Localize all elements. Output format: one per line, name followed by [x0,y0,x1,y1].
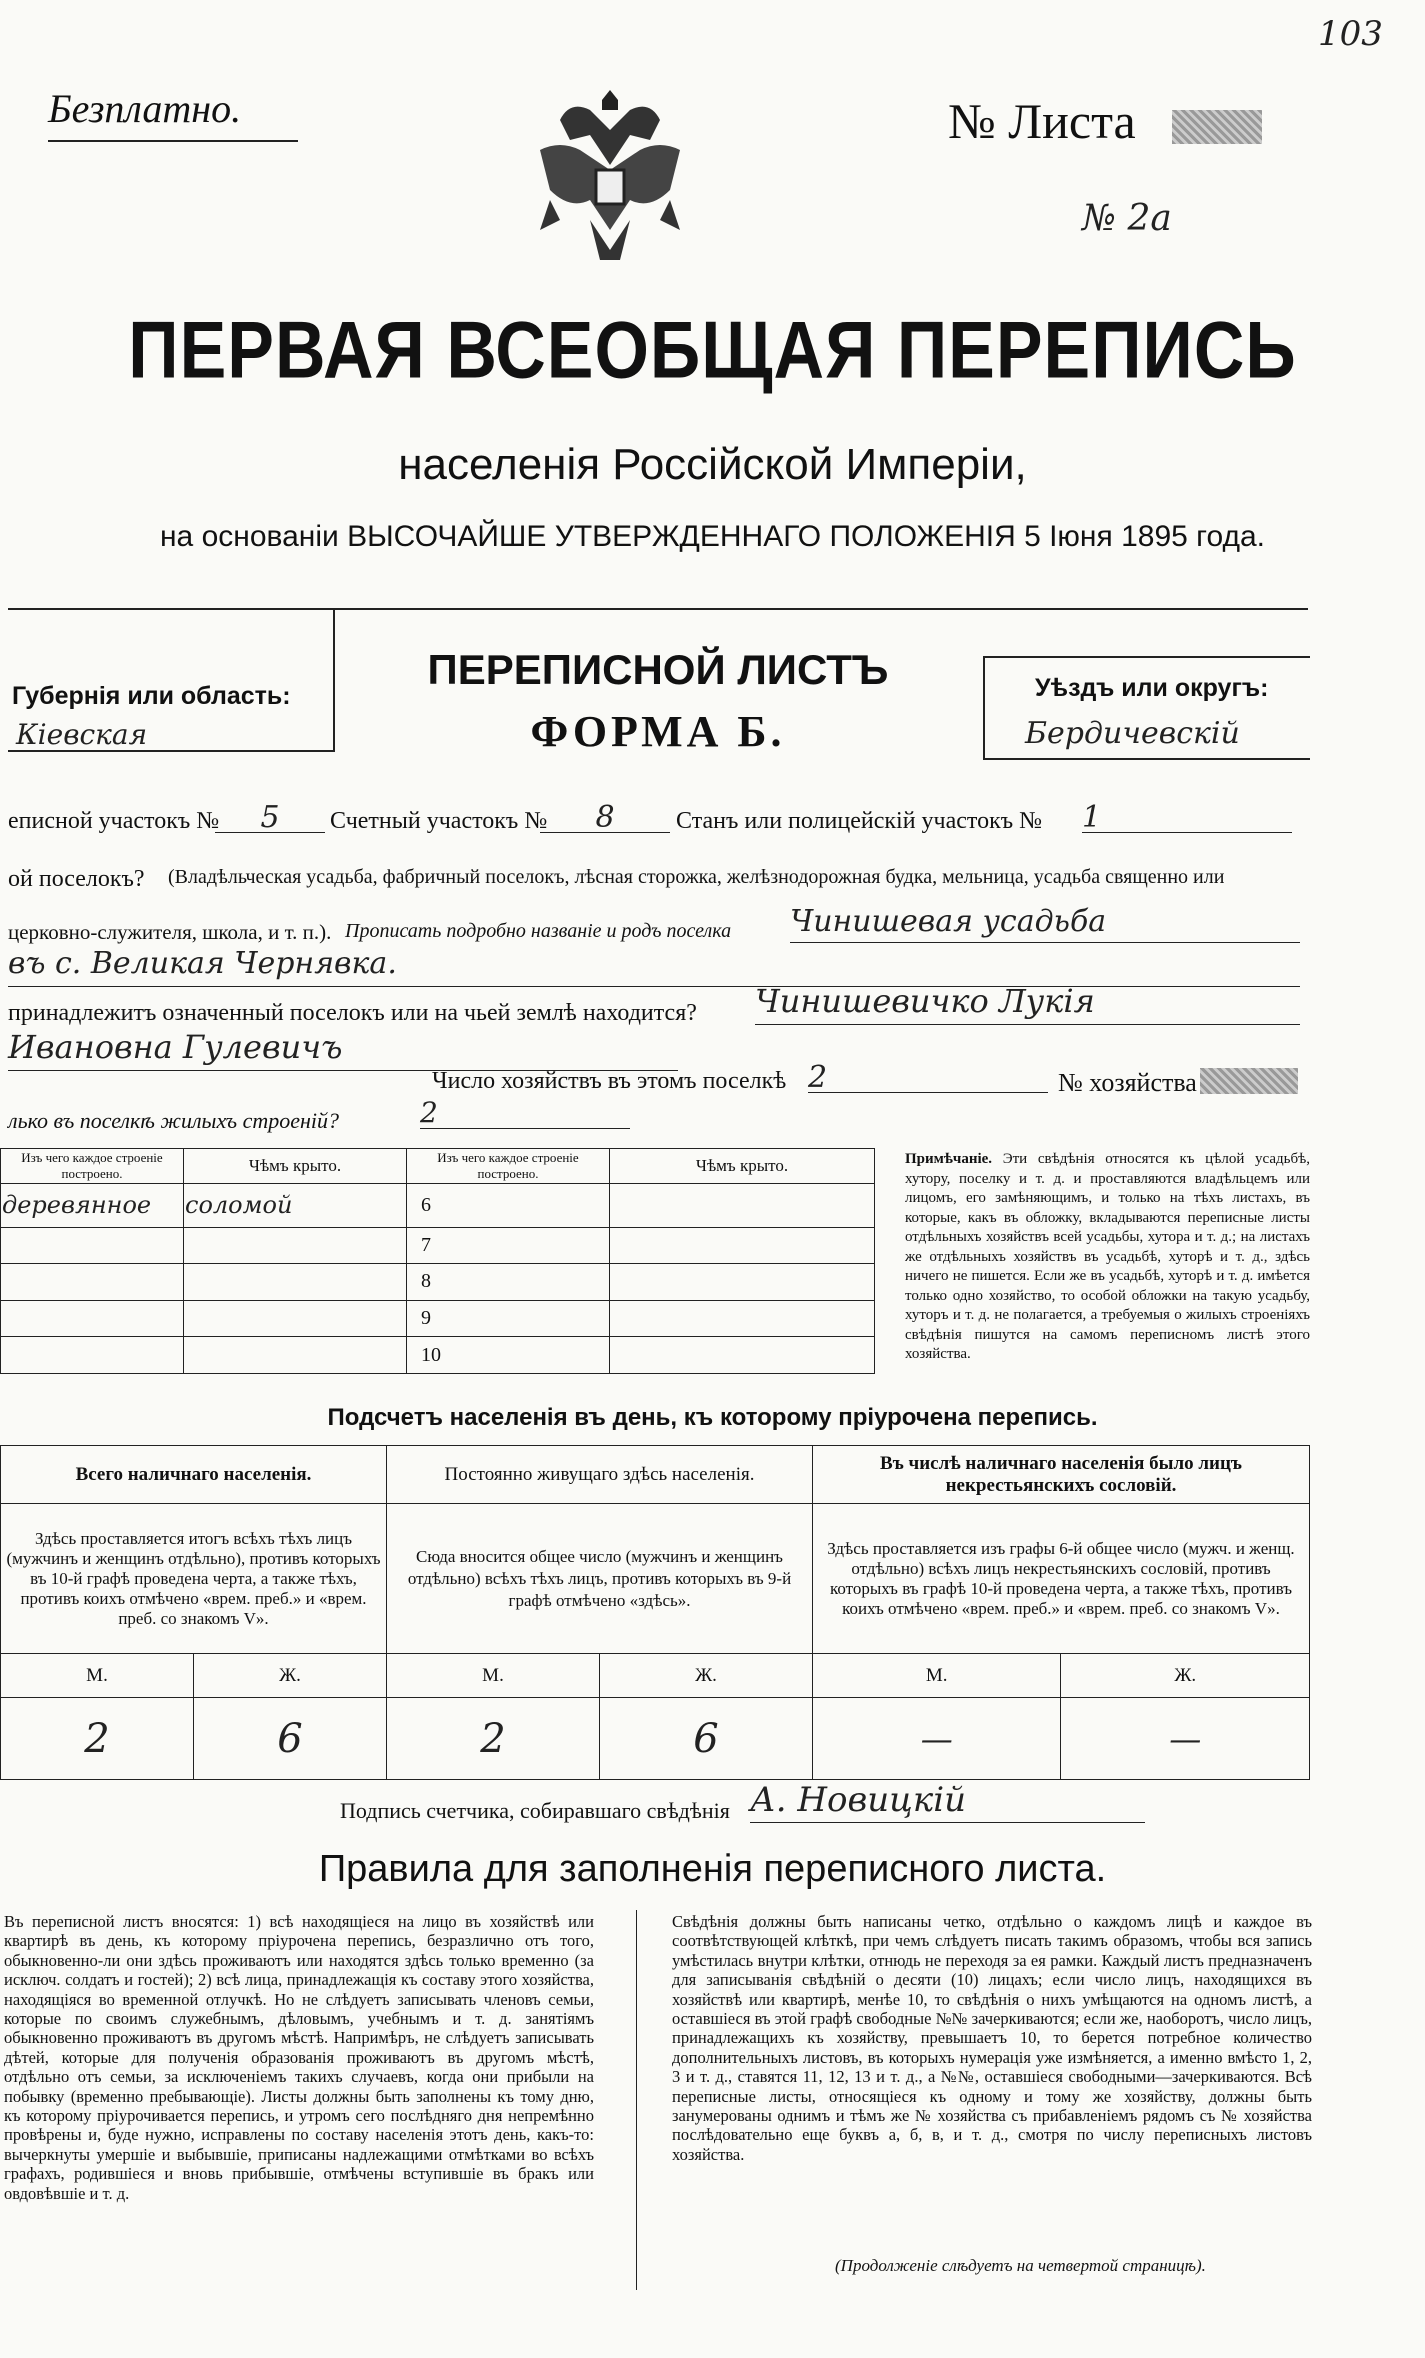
note-block [905,1150,1310,1365]
sheet-no-stamp [1172,110,1262,144]
households-value: 2 [808,1060,1048,1093]
census-zh-3: Ж. [1061,1654,1310,1698]
households-label: Число хозяйствъ въ этомъ поселкѣ [432,1068,787,1094]
counting-value: 8 [540,800,670,833]
free-underline [48,140,298,142]
census-zh-2: Ж. [600,1654,813,1698]
form-title: ПЕРЕПИСНОЙ ЛИСТЪ [427,646,889,693]
buildings-table [0,1148,875,1374]
gubernia-value: Кіевская [16,718,148,751]
bt-right-roof [610,1337,875,1374]
census-table [0,1445,1310,1780]
settlement-instr: Прописать подробно названіе и родъ поселка [345,920,732,942]
rules-divider [636,1910,643,2290]
corner-number: 103 [1318,14,1383,54]
bt-col1: Изъ чего каждое строеніе построено. [1,1149,184,1184]
bt-right-roof [610,1300,875,1337]
buildings-label: лько въ поселкѣ жилыхъ строеній? [8,1108,340,1133]
bt-right-roof [610,1184,875,1228]
census-value: 2 [1,1698,194,1780]
free-label: Безплатно. [48,86,242,131]
settlement-value2: въ с. Великая Чернявка. [8,946,1300,987]
bt-cell [184,1300,407,1337]
page-subtitle: населенія Россійской Имперіи, [398,440,1027,489]
census-col2-desc: Сюда вносится общее число (мужчинъ и женщинъ отдѣльно) всѣхъ тѣхъ лицъ, противъ которыхъ въ 9-й графѣ отмѣчено «здѣсь». [387,1504,813,1654]
counting-label: Счетный участокъ № [330,808,548,834]
form-header-box [8,608,1308,760]
census-zh-1: Ж. [194,1654,387,1698]
census-col2-title: Постоянно живущаго здѣсь населенія. [387,1446,813,1504]
stan-label: Станъ или полицейскій участокъ № [676,808,1043,834]
bt-cell [184,1227,407,1264]
gubernia-cell [8,610,335,752]
census-value: — [813,1698,1061,1780]
bt-col2: Чѣмъ крыто. [184,1149,407,1184]
census-col1-title: Всего наличнаго населенія. [1,1446,387,1504]
bt-right-row: 8 [407,1264,610,1301]
census-m-1: М. [1,1654,194,1698]
settlement-label: ой поселокъ? [8,866,145,892]
census-m-2: М. [387,1654,600,1698]
census-value: — [1061,1698,1310,1780]
uezd-label: Уѣздъ или округъ: [1035,674,1269,702]
census-col3-title: Въ числѣ наличнаго населенія было лицъ некрестьянскихъ сословій. [813,1446,1310,1504]
rules-right: Свѣдѣнія должны быть написаны четко, отдѣльно о каждомъ лицѣ и каждое въ соотвѣтствующей клѣткѣ, при чемъ слѣдуетъ писать такимъ образомъ, чтобы вся запись умѣстилась внутри клѣтки, отнюдь не переходя за ея рамки. Каждый листъ предназначенъ для записыванія свѣдѣній о десяти (10) лицахъ; если число лицъ, находящихся въ хозяйствѣ или квартирѣ, менѣе 10, то свѣдѣнія о нихъ умѣщаются на одномъ листѣ, а оставшіеся въ этой графѣ свободные №№ зачеркиваются; если же, наоборотъ, число лицъ, принадлежащихъ къ хозяйству, превышаетъ 10, то берется потребное количество дополнительныхъ листовъ, въ которыхъ нумерація уже измѣняется, а именно вмѣсто 1, 2, 3 и т. д., ставятся 11, 12, 13 и т. д., а №№, оставшіеся свободными—зачеркиваются. Всѣ переписные листы, относящіеся къ одному и тому же хозяйству, должны быть занумерованы однимъ и тѣмъ же № хозяйства съ прибавленіемъ рядомъ съ № хозяйства послѣдовательно еще буквъ а, б, в, и т. д., смотря по числу переписныхъ листовъ хозяйства. [672,1912,1312,2164]
uezd-value: Бердичевскій [1025,716,1240,751]
bt-right-row: 6 [407,1184,610,1228]
bt-cell [1,1227,184,1264]
census-col3-desc: Здѣсь проставляется изъ графы 6-й общее число (мужч. и женщ. отдѣльно) всѣхъ лицъ некрестьянскихъ сословій, противъ которыхъ въ графѣ 10-й проведена черта, а также тѣхъ, противъ коихъ отмѣчено «врем. преб.» и «врем. преб. со знакомъ V». [813,1504,1310,1654]
coat-of-arms-icon [530,80,690,270]
bt-right-row: 9 [407,1300,610,1337]
bt-col3: Изъ чего каждое строеніе построено. [407,1149,610,1184]
note-title: Примѣчаніе. [905,1151,993,1167]
page-basis: на основаніи ВЫСОЧАЙШЕ УТВЕРЖДЕННАГО ПОЛОЖЕНІЯ 5 Іюня 1895 года. [159,520,1265,553]
census-value: 6 [600,1698,813,1780]
bt-cell [1,1337,184,1374]
sheet-no-label: № Листа [948,93,1136,149]
household-no-stamp [1200,1068,1298,1094]
form-subtitle: ФОРМА Б. [530,707,786,756]
census-m-3: М. [813,1654,1061,1698]
rules-title: Правила для заполненія переписного листа. [318,1848,1107,1890]
bt-cell [184,1264,407,1301]
bt-cell [184,1337,407,1374]
owner-label: принадлежитъ означенный поселокъ или на чьей землѣ находится? [8,1000,697,1026]
owner-value1: Чинишевичко Лукія [755,982,1300,1025]
census-value: 2 [387,1698,600,1780]
settlement-desc2: церковно-служителя, школа, и т. п.). [8,920,332,944]
stan-value: 1 [1082,800,1292,833]
rules-left: Въ переписной листъ вносятся: 1) всѣ находящіеся на лицо въ хозяйствѣ или квартирѣ въ день, къ которому пріурочена перепись, безразлично отъ того, обыкновенно-ли они здѣсь проживаютъ или находятся здѣсь только временно (за исключ. солдатъ и гостей); 2) всѣ лица, принадлежащія къ составу этого хозяйства, находящіяся во временной отлучкѣ. Но не слѣдуетъ записывать членовъ семьи, которые по своимъ служебнымъ, дѣловымъ, учебнымъ и т. д. занятіямъ обыкновенно проживаютъ въ другомъ мѣстѣ. Напримѣръ, не слѣдуетъ записывать дѣтей, которые для полученія образованія проживаютъ въ другомъ мѣстѣ, отдѣльно отъ семьи, за исключеніемъ такихъ случаевъ, когда они прибыли на побывку (временно пребывающіе). Листы должны быть заполнены къ тому дню, къ которому пріурочивается перепись, и утромъ сего послѣдняго дня непремѣнно провѣрены и, буде нужно, исправлены по составу населенія этотъ день, какъ-то: вычеркнуты умершіе и выбывшіе, приписаны надлежащими отмѣтками во всѣхъ графахъ, родившіеся и вновь прибывшіе, отмѣчены вступившіе въ бракъ или овдовѣвшіе и т. д. [4,1912,594,2203]
district-value: 5 [215,800,325,833]
bt-right-row: 10 [407,1337,610,1374]
buildings-value: 2 [420,1096,630,1129]
bt-col4: Чѣмъ крыто. [610,1149,875,1184]
sheet-no-handwritten: № 2а [1082,198,1172,239]
household-no-label: № хозяйства [1058,1068,1197,1097]
signature-label: Подпись счетчика, собиравшаго свѣдѣнія [340,1798,730,1823]
bt-right-roof [610,1264,875,1301]
census-heading: Подсчетъ населенія въ день, къ которому пріурочена перепись. [327,1404,1098,1431]
district-label: еписной участокъ № [8,808,220,834]
census-value: 6 [194,1698,387,1780]
uezd-cell [983,656,1310,760]
bt-row1-material: деревянное [1,1184,184,1228]
owner-value2: Ивановна Гулевичъ [8,1028,678,1071]
census-col1-desc: Здѣсь проставляется итогъ всѣхъ тѣхъ лицъ (мужчинъ и женщинъ отдѣльно), противъ которыхъ въ 10-й графѣ проведена черта, а также тѣхъ, противъ коихъ отмѣчено «врем. преб.» и «врем. преб. со знакомъ V». [1,1504,387,1654]
page-title: ПЕРВАЯ ВСЕОБЩАЯ ПЕРЕПИСЬ [128,305,1297,395]
bt-right-row: 7 [407,1227,610,1264]
bt-row1-roof: соломой [184,1184,407,1228]
note-text: Эти свѣдѣнія относятся къ цѣлой усадьбѣ, хутору, поселку и т. д. и проставляются владѣльцемъ или лицомъ, его замѣняющимъ, и только на тѣхъ листахъ, въ которые, какъ въ обложку, вкладываются переписные листы отдѣльныхъ хозяйствъ всей усадьбы, хутора и т. д.; на листахъ же отдѣльныхъ хозяйствъ въ усадьбѣ, хуторѣ и т. д., здѣсь ничего не пишется. Если же въ усадьбѣ, хуторѣ и т. д. имѣется только одно хозяйство, то особой обложки на такую усадьбу, хуторъ и т. д. не полагается, а требуемыя о жилыхъ строеніяхъ свѣдѣнія пишутся на самомъ переписномъ листѣ этого хозяйства. [905,1151,1311,1362]
bt-cell [1,1300,184,1337]
bt-right-roof [610,1227,875,1264]
settlement-value1: Чинишевая усадьба [790,904,1300,943]
bt-cell [1,1264,184,1301]
rules-continued: (Продолженіе слѣдуетъ на четвертой страницѣ). [835,2256,1206,2275]
gubernia-label: Губернія или область: [12,682,291,710]
settlement-desc: (Владѣльческая усадьба, фабричный поселокъ, лѣсная сторожка, желѣзнодорожная будка, мельница, усадьба священно или [168,866,1225,888]
signature-value: А. Новицкій [750,1780,1145,1823]
